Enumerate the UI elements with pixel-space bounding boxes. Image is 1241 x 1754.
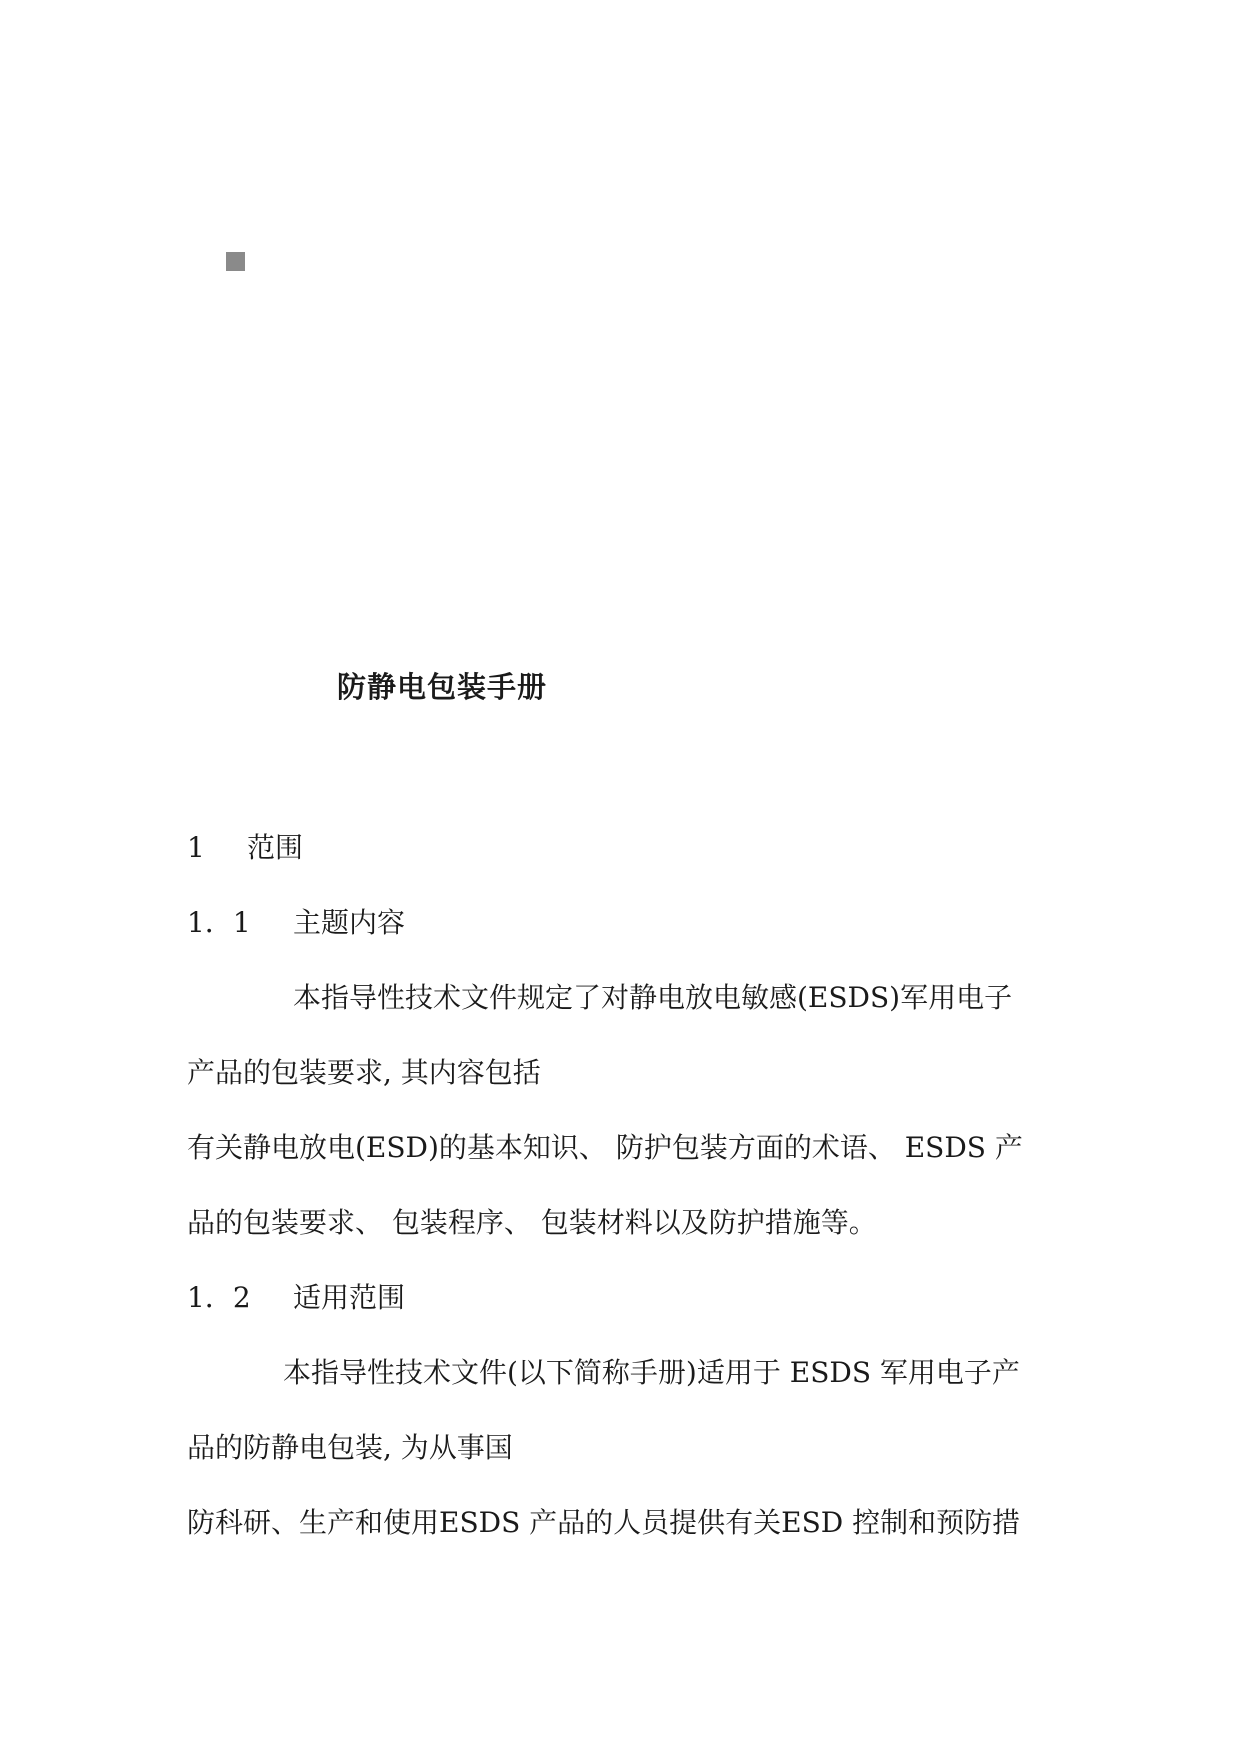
section-number: 1．2	[187, 1281, 251, 1314]
paragraph-2-line-3: 防科研、生产和使用ESDS 产品的人员提供有关ESD 控制和预防措	[187, 1506, 1021, 1539]
document-title: 防静电包装手册	[337, 670, 548, 704]
paragraph-2-line-2: 品的防静电包装, 为从事国	[187, 1431, 513, 1464]
section-title: 范围	[247, 831, 304, 864]
paragraph-1-line-3: 有关静电放电(ESD)的基本知识、 防护包装方面的术语、 ESDS 产	[187, 1131, 1023, 1164]
square-bullet-icon	[226, 252, 245, 271]
section-heading-1-1	[187, 905, 405, 941]
section-heading-1	[187, 830, 303, 866]
paragraph-1-line-2: 产品的包装要求, 其内容包括	[187, 1056, 541, 1089]
section-title: 适用范围	[293, 1281, 406, 1314]
paragraph-1-line-4: 品的包装要求、 包装程序、 包装材料以及防护措施等。	[187, 1206, 877, 1239]
section-heading-1-2	[187, 1280, 405, 1316]
section-number: 1．1	[187, 906, 251, 939]
section-number: 1	[187, 831, 205, 864]
paragraph-1-line-1: 本指导性技术文件规定了对静电放电敏感(ESDS)军用电子	[293, 981, 1013, 1014]
section-title: 主题内容	[293, 906, 406, 939]
paragraph-2-line-1: 本指导性技术文件(以下简称手册)适用于 ESDS 军用电子产	[283, 1356, 1020, 1389]
